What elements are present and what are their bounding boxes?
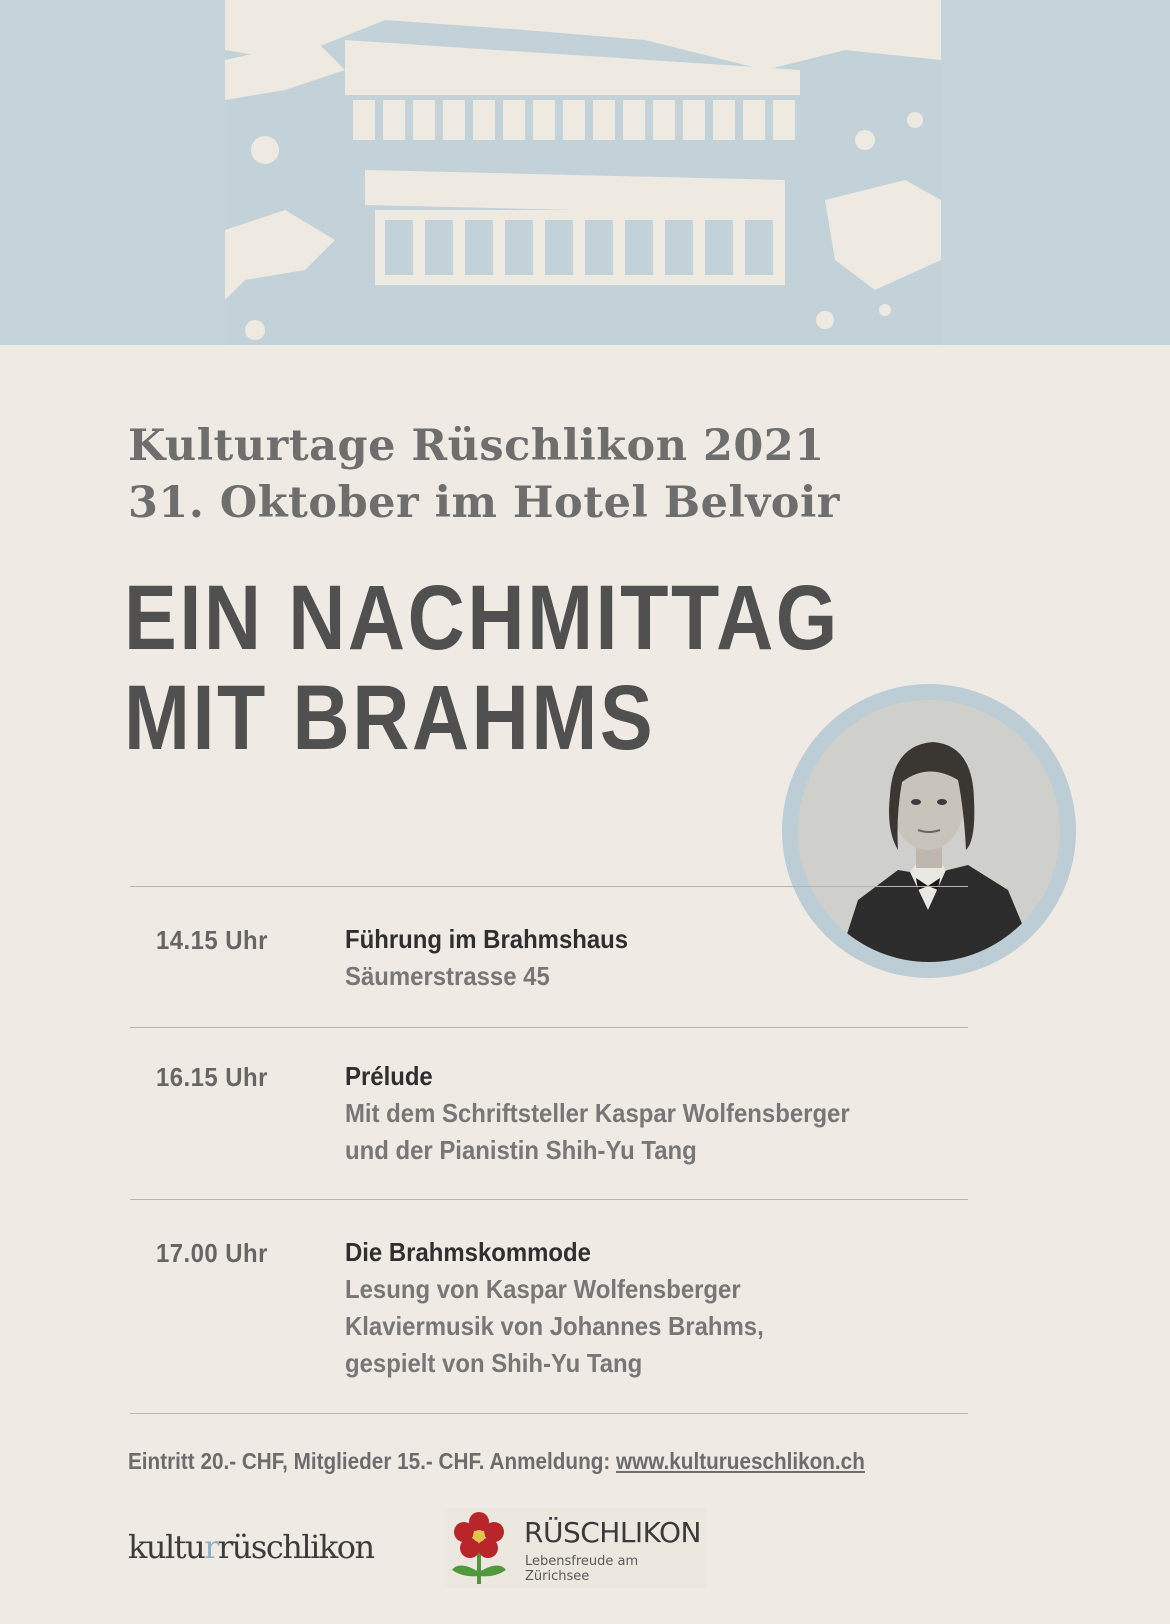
schedule: [130, 886, 968, 1414]
event-title: Die Brahmskommode: [345, 1237, 591, 1267]
event-detail: und der Pianistin Shih-Yu Tang: [345, 1135, 697, 1165]
schedule-event: [345, 921, 653, 995]
admission-info: [128, 1448, 865, 1475]
divider: [130, 1413, 968, 1414]
headline-line-1: EIN NACHMITTAG: [124, 567, 840, 669]
event-detail: Mit dem Schriftsteller Kaspar Wolfensberger: [345, 1098, 850, 1128]
flower-icon: [444, 1508, 514, 1588]
schedule-event: [345, 1058, 894, 1169]
hotel-belvoir-image: [225, 0, 941, 345]
schedule-time: 16.15 Uhr: [156, 1062, 268, 1092]
event-headline: [124, 568, 840, 768]
schedule-row: [130, 1200, 968, 1413]
municipality-tagline: Lebensfreude am Zürichsee: [525, 1554, 639, 1584]
event-title: Führung im Brahmshaus: [345, 924, 629, 954]
hero-banner: [0, 0, 1170, 345]
registration-link[interactable]: www.kulturueschlikon.ch: [616, 1448, 865, 1474]
event-detail: Lesung von Kaspar Wolfensberger: [345, 1274, 741, 1304]
event-detail: gespielt von Shih-Yu Tang: [345, 1348, 643, 1378]
event-subtitle: [128, 418, 840, 532]
schedule-time: 17.00 Uhr: [156, 1238, 268, 1268]
event-detail: Klaviermusik von Johannes Brahms,: [345, 1311, 764, 1341]
kultur-rueschlikon-logo: kulturrüschlikon: [128, 1528, 374, 1566]
schedule-row: [130, 887, 968, 1027]
subtitle-line-1: Kulturtage Rüschlikon 2021: [128, 421, 825, 471]
schedule-event: [345, 1234, 800, 1382]
schedule-row: [130, 1028, 968, 1199]
municipality-name: RÜSCHLIKON: [524, 1516, 701, 1549]
admission-pricing: Eintritt 20.- CHF, Mitglieder 15.- CHF. Anmeldung:: [128, 1448, 617, 1474]
headline-line-2: MIT BRAHMS: [124, 667, 656, 769]
subtitle-line-2: 31. Oktober im Hotel Belvoir: [128, 478, 840, 528]
schedule-time: 14.15 Uhr: [156, 925, 268, 955]
event-title: Prélude: [345, 1061, 433, 1091]
event-detail: Säumerstrasse 45: [345, 961, 550, 991]
rueschlikon-municipality-logo: [444, 1508, 706, 1588]
